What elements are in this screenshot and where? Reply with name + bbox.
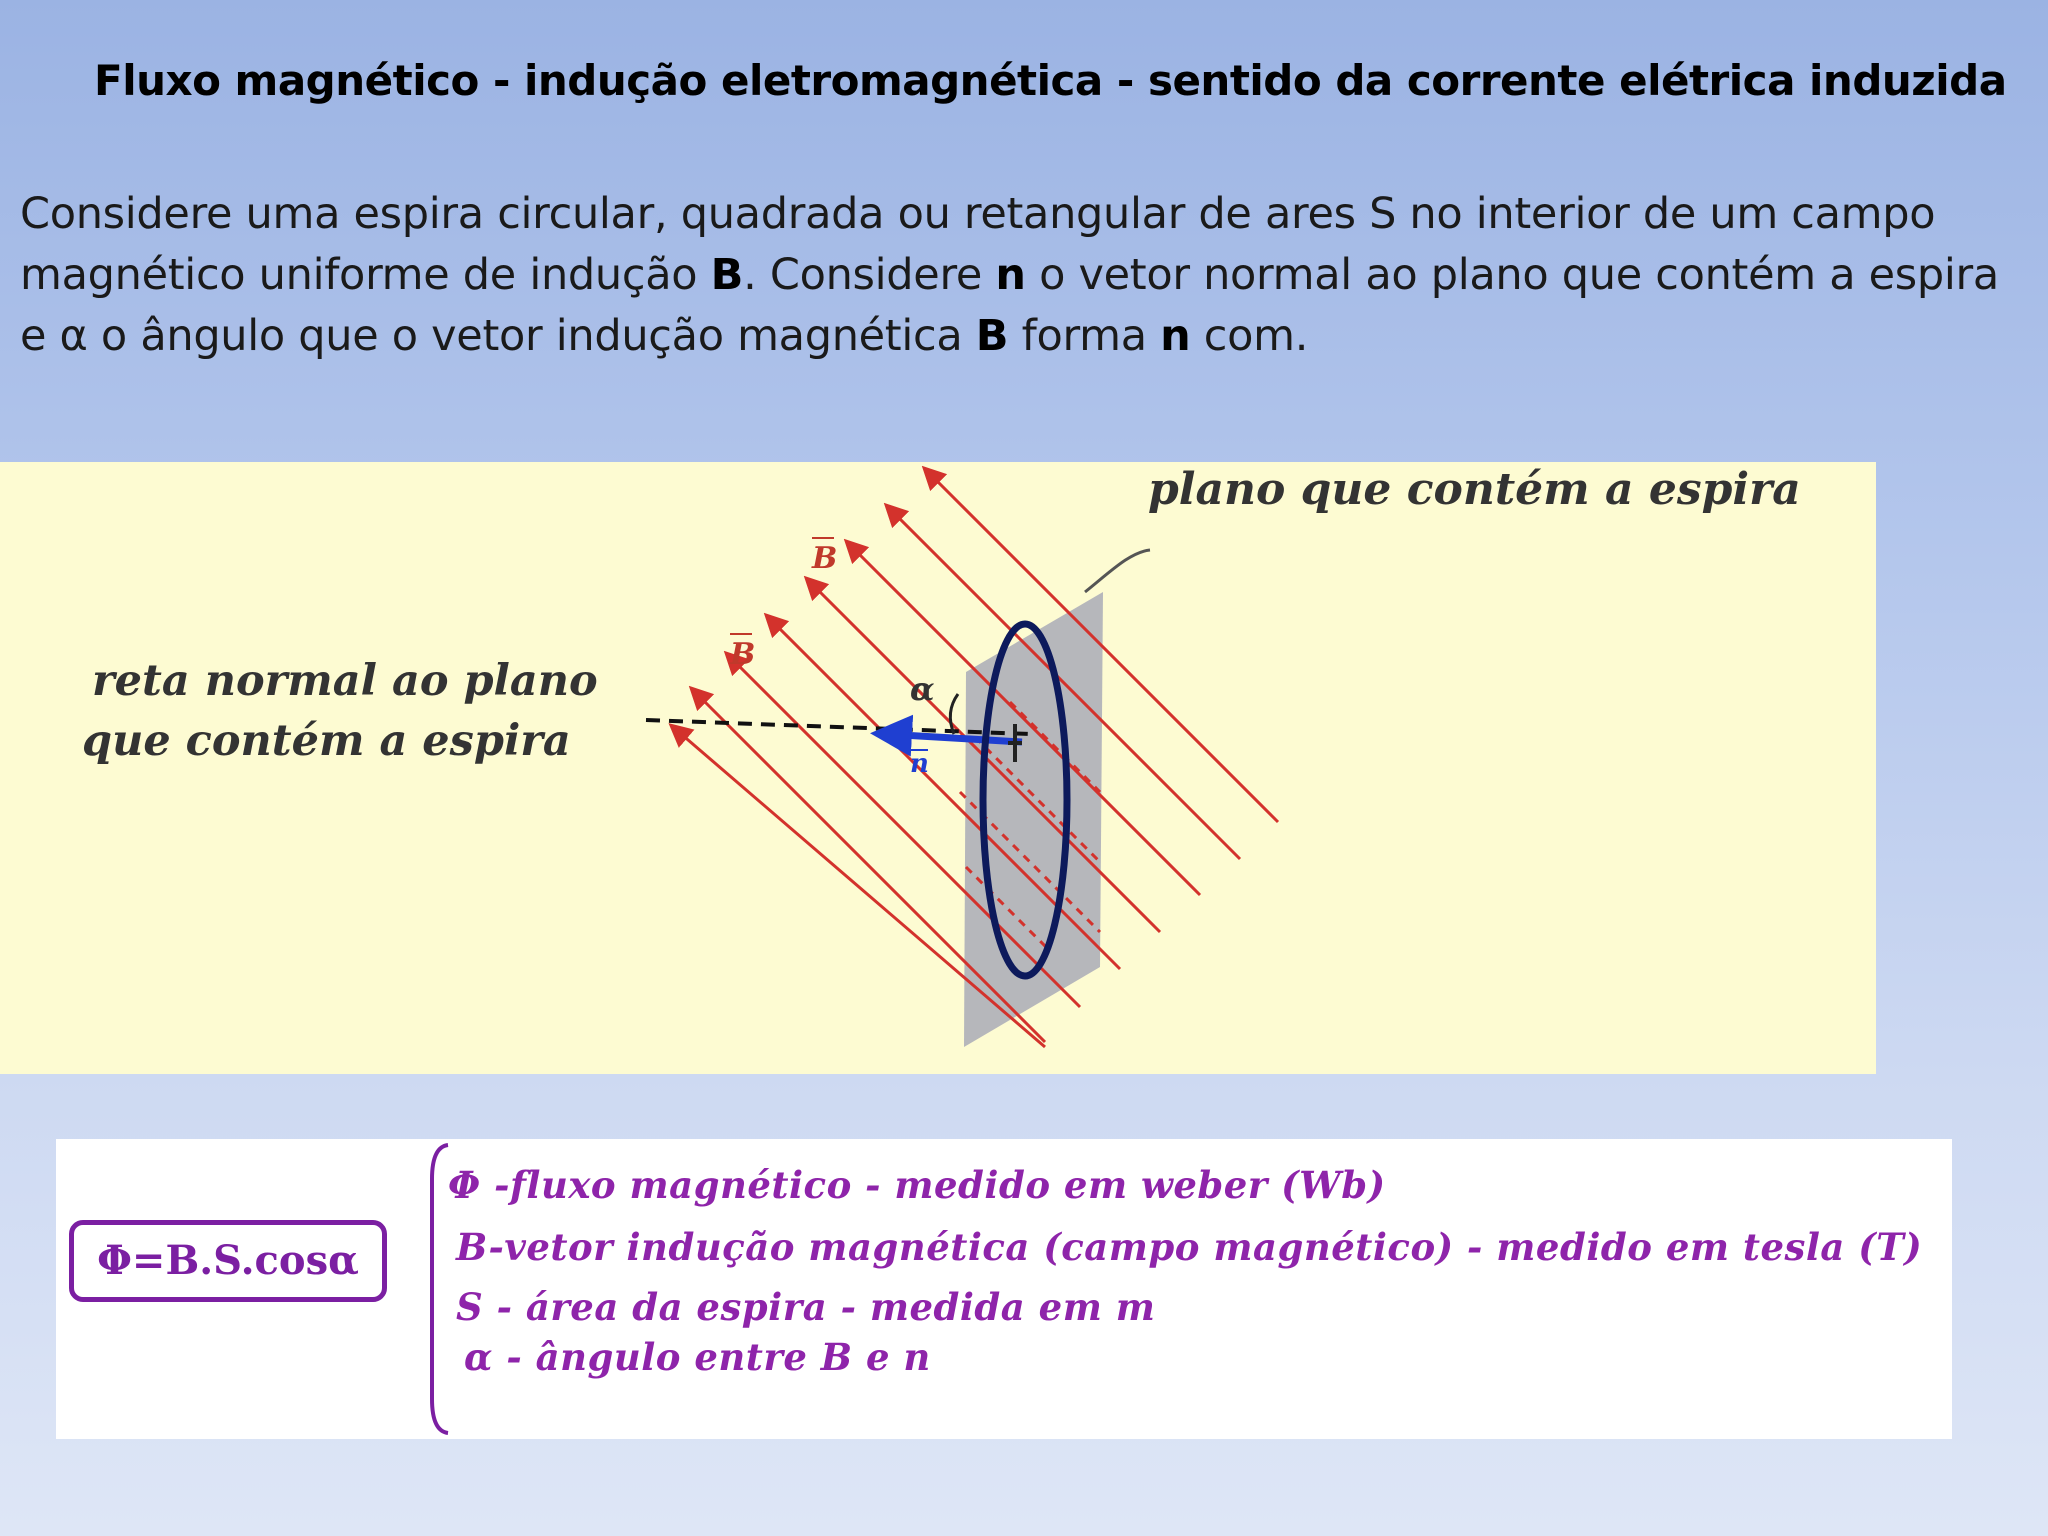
intro-text-2: . Considere [743, 250, 996, 300]
normal-label-line2: que contém a espira [82, 716, 571, 766]
legend-s: S - área da espira - medida em m [456, 1285, 1156, 1329]
intro-bold-b-2: B [975, 311, 1009, 361]
slide-title: Fluxo magnético - indução eletromagnética - sentido da corrente elétrica induzida [94, 56, 2007, 105]
intro-text-5: com. [1190, 311, 1309, 361]
legend-b: B-vetor indução magnética (campo magnético) - medido em tesla (T) [456, 1225, 1923, 1269]
intro-text-1: Considere uma espira circular, quadrada ou retangular de ares S no interior de um campo magnético uniforme de indução [20, 189, 1936, 300]
b-vector-label-lower: B [730, 637, 756, 672]
n-vector-label: n [910, 749, 929, 779]
alpha-label: α [910, 670, 935, 708]
intro-text-4: forma [1008, 311, 1161, 361]
legend-phi: Φ -fluxo magnético - medido em weber (Wb) [448, 1163, 1386, 1207]
plane-label: plano que contém a espira [1148, 464, 1801, 515]
figure-drawing [0, 462, 1876, 1074]
intro-bold-n-2: n [1160, 311, 1191, 361]
plane-pointer [1085, 550, 1150, 592]
formula-panel [56, 1139, 1952, 1439]
intro-bold-n-1: n [995, 250, 1026, 300]
intro-text-3: o vetor normal ao plano que contém a espira e α o ângulo que o vetor indução magnética [20, 250, 1999, 361]
magnetic-flux-figure [0, 462, 1876, 1074]
legend-alpha: α - ângulo entre B e n [464, 1335, 931, 1379]
intro-bold-b-1: B [710, 250, 744, 300]
normal-label-line1: reta normal ao plano [92, 656, 598, 706]
b-vector-label-upper: B [812, 541, 838, 576]
flux-equation: Φ=B.S.cosα [69, 1220, 387, 1302]
intro-paragraph [20, 184, 2030, 367]
